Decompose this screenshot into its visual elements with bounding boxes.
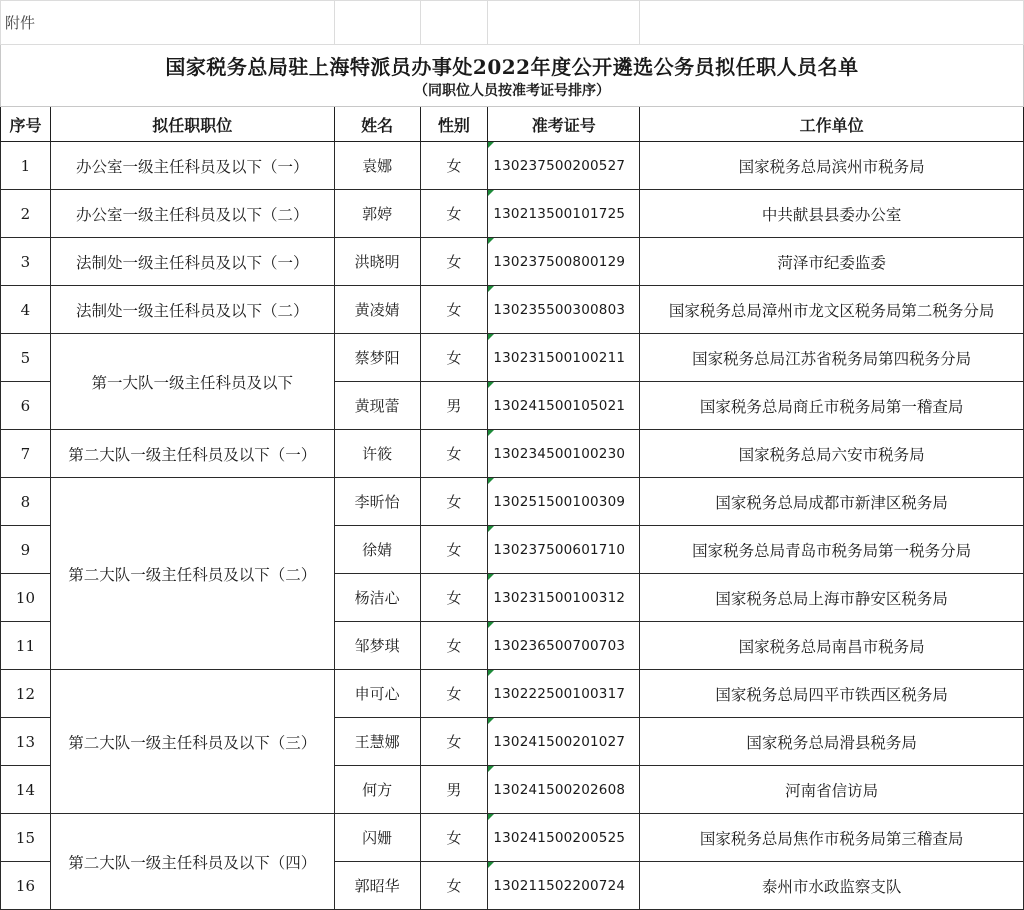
name-cell[interactable]: 洪晓明: [334, 238, 420, 286]
ticket-number: 130241500202608: [493, 781, 626, 798]
ticket-cell[interactable]: [488, 334, 640, 382]
seq-cell[interactable]: 10: [1, 574, 51, 622]
table-row: [1, 238, 1024, 286]
name-cell[interactable]: 黄凌婧: [334, 286, 420, 334]
ticket-number: 130234500100230: [493, 445, 626, 462]
gender-cell[interactable]: 女: [420, 862, 488, 910]
name-cell[interactable]: 申可心: [334, 670, 420, 718]
empty-cell[interactable]: [334, 1, 420, 45]
unit-cell[interactable]: 国家税务总局江苏省税务局第四税务分局: [640, 334, 1024, 382]
gender-cell[interactable]: 女: [420, 478, 488, 526]
name-cell[interactable]: 郭婷: [334, 190, 420, 238]
name-cell[interactable]: 郭昭华: [334, 862, 420, 910]
seq-cell[interactable]: 8: [1, 478, 51, 526]
position-cell[interactable]: 第二大队一级主任科员及以下（三）: [50, 670, 334, 814]
ticket-cell[interactable]: [488, 526, 640, 574]
ticket-cell[interactable]: [488, 622, 640, 670]
seq-cell[interactable]: 15: [1, 814, 51, 862]
unit-cell[interactable]: 国家税务总局漳州市龙文区税务局第二税务分局: [640, 286, 1024, 334]
unit-cell[interactable]: 国家税务总局南昌市税务局: [640, 622, 1024, 670]
ticket-number: 130241500201027: [493, 733, 626, 750]
page-title: 国家税务总局驻上海特派员办事处2022年度公开遴选公务员拟任职人员名单: [165, 54, 859, 79]
ticket-number: 130241500105021: [493, 397, 626, 414]
position-cell[interactable]: 办公室一级主任科员及以下（二）: [50, 190, 334, 238]
name-cell[interactable]: 邹梦琪: [334, 622, 420, 670]
ticket-cell[interactable]: [488, 190, 640, 238]
text-number-flag-icon: [488, 718, 494, 724]
ticket-cell[interactable]: [488, 862, 640, 910]
unit-cell[interactable]: 国家税务总局商丘市税务局第一稽查局: [640, 382, 1024, 430]
seq-cell[interactable]: 2: [1, 190, 51, 238]
name-cell[interactable]: 杨洁心: [334, 574, 420, 622]
unit-cell[interactable]: 中共献县县委办公室: [640, 190, 1024, 238]
empty-cell[interactable]: [420, 1, 488, 45]
unit-cell[interactable]: 泰州市水政监察支队: [640, 862, 1024, 910]
ticket-cell[interactable]: [488, 238, 640, 286]
ticket-cell[interactable]: [488, 430, 640, 478]
seq-cell[interactable]: 3: [1, 238, 51, 286]
empty-cell[interactable]: [488, 1, 640, 45]
unit-cell[interactable]: 国家税务总局四平市铁西区税务局: [640, 670, 1024, 718]
gender-cell[interactable]: 男: [420, 766, 488, 814]
unit-cell[interactable]: 国家税务总局滨州市税务局: [640, 142, 1024, 190]
ticket-cell[interactable]: [488, 670, 640, 718]
table-row: [1, 286, 1024, 334]
gender-cell[interactable]: 女: [420, 334, 488, 382]
name-cell[interactable]: 闪姗: [334, 814, 420, 862]
position-cell[interactable]: 第二大队一级主任科员及以下（二）: [50, 478, 334, 670]
seq-cell[interactable]: 14: [1, 766, 51, 814]
table-row: [1, 142, 1024, 190]
text-number-flag-icon: [488, 622, 494, 628]
unit-cell[interactable]: 河南省信访局: [640, 766, 1024, 814]
text-number-flag-icon: [488, 334, 494, 340]
seq-cell[interactable]: 1: [1, 142, 51, 190]
gender-cell[interactable]: 男: [420, 382, 488, 430]
unit-cell[interactable]: 国家税务总局上海市静安区税务局: [640, 574, 1024, 622]
header-gender[interactable]: 性别: [420, 107, 488, 142]
seq-cell[interactable]: 16: [1, 862, 51, 910]
ticket-number: 130213500101725: [493, 205, 626, 222]
empty-cell[interactable]: [640, 1, 1024, 45]
header-name[interactable]: 姓名: [334, 107, 420, 142]
unit-cell[interactable]: 国家税务总局青岛市税务局第一税务分局: [640, 526, 1024, 574]
ticket-number: 130222500100317: [493, 685, 626, 702]
text-number-flag-icon: [488, 382, 494, 388]
seq-cell[interactable]: 9: [1, 526, 51, 574]
position-cell[interactable]: 办公室一级主任科员及以下（一）: [50, 142, 334, 190]
ticket-cell[interactable]: [488, 382, 640, 430]
text-number-flag-icon: [488, 190, 494, 196]
name-cell[interactable]: 何方: [334, 766, 420, 814]
page-subtitle: （同职位人员按准考证号排序）: [414, 82, 610, 99]
text-number-flag-icon: [488, 670, 494, 676]
header-seq[interactable]: 序号: [1, 107, 51, 142]
text-number-flag-icon: [488, 862, 494, 868]
ticket-number: 130237500200527: [493, 157, 626, 174]
gender-cell[interactable]: 女: [420, 622, 488, 670]
position-cell[interactable]: 法制处一级主任科员及以下（二）: [50, 286, 334, 334]
text-number-flag-icon: [488, 430, 494, 436]
unit-cell[interactable]: 国家税务总局六安市税务局: [640, 430, 1024, 478]
ticket-number: 130241500200525: [493, 829, 626, 846]
unit-cell[interactable]: 国家税务总局滑县税务局: [640, 718, 1024, 766]
table-row: [1, 814, 1024, 862]
gender-cell[interactable]: 女: [420, 526, 488, 574]
ticket-cell[interactable]: [488, 478, 640, 526]
ticket-number: 130231500100312: [493, 589, 626, 606]
ticket-number: 130251500100309: [493, 493, 626, 510]
gender-cell[interactable]: 女: [420, 238, 488, 286]
unit-cell[interactable]: 国家税务总局成都市新津区税务局: [640, 478, 1024, 526]
name-cell[interactable]: 袁娜: [334, 142, 420, 190]
gender-cell[interactable]: 女: [420, 718, 488, 766]
position-cell[interactable]: 第一大队一级主任科员及以下: [50, 334, 334, 430]
ticket-cell[interactable]: [488, 814, 640, 862]
unit-cell[interactable]: 国家税务总局焦作市税务局第三稽查局: [640, 814, 1024, 862]
position-cell[interactable]: 第二大队一级主任科员及以下（一）: [50, 430, 334, 478]
gender-cell[interactable]: 女: [420, 142, 488, 190]
gender-cell[interactable]: 女: [420, 430, 488, 478]
seq-cell[interactable]: 11: [1, 622, 51, 670]
attachment-label[interactable]: 附件: [1, 1, 335, 45]
header-ticket[interactable]: 准考证号: [488, 107, 640, 142]
header-unit[interactable]: 工作单位: [640, 107, 1024, 142]
ticket-cell[interactable]: [488, 718, 640, 766]
gender-cell[interactable]: 女: [420, 670, 488, 718]
table-row: [1, 430, 1024, 478]
attachment-row: [1, 1, 1024, 45]
table-row: [1, 190, 1024, 238]
ticket-number: 130211502200724: [493, 877, 626, 894]
position-cell[interactable]: 法制处一级主任科员及以下（一）: [50, 238, 334, 286]
gender-cell[interactable]: 女: [420, 814, 488, 862]
title-cell[interactable]: [1, 45, 1024, 107]
text-number-flag-icon: [488, 814, 494, 820]
ticket-number: 130237500601710: [493, 541, 626, 558]
position-cell[interactable]: 第二大队一级主任科员及以下（四）: [50, 814, 334, 910]
name-cell[interactable]: 徐婧: [334, 526, 420, 574]
ticket-cell[interactable]: [488, 574, 640, 622]
table-row: [1, 670, 1024, 718]
table-row: [1, 478, 1024, 526]
title-row: [1, 45, 1024, 107]
text-number-flag-icon: [488, 478, 494, 484]
text-number-flag-icon: [488, 574, 494, 580]
ticket-number: 130235500300803: [493, 301, 626, 318]
text-number-flag-icon: [488, 286, 494, 292]
name-cell[interactable]: 许筱: [334, 430, 420, 478]
text-number-flag-icon: [488, 526, 494, 532]
seq-cell[interactable]: 13: [1, 718, 51, 766]
ticket-cell[interactable]: [488, 286, 640, 334]
name-cell[interactable]: 蔡梦阳: [334, 334, 420, 382]
ticket-cell[interactable]: [488, 142, 640, 190]
ticket-number: 130231500100211: [493, 349, 626, 366]
text-number-flag-icon: [488, 766, 494, 772]
seq-cell[interactable]: 5: [1, 334, 51, 382]
unit-cell[interactable]: 菏泽市纪委监委: [640, 238, 1024, 286]
seq-cell[interactable]: 12: [1, 670, 51, 718]
header-row: [1, 107, 1024, 142]
text-number-flag-icon: [488, 238, 494, 244]
table-row: [1, 334, 1024, 382]
seq-cell[interactable]: 7: [1, 430, 51, 478]
ticket-cell[interactable]: [488, 766, 640, 814]
ticket-number: 130236500700703: [493, 637, 626, 654]
name-cell[interactable]: 黄现蕾: [334, 382, 420, 430]
name-cell[interactable]: 李昕怡: [334, 478, 420, 526]
gender-cell[interactable]: 女: [420, 286, 488, 334]
header-position[interactable]: 拟任职职位: [50, 107, 334, 142]
gender-cell[interactable]: 女: [420, 190, 488, 238]
text-number-flag-icon: [488, 142, 494, 148]
name-cell[interactable]: 王慧娜: [334, 718, 420, 766]
gender-cell[interactable]: 女: [420, 574, 488, 622]
ticket-number: 130237500800129: [493, 253, 626, 270]
seq-cell[interactable]: 6: [1, 382, 51, 430]
seq-cell[interactable]: 4: [1, 286, 51, 334]
